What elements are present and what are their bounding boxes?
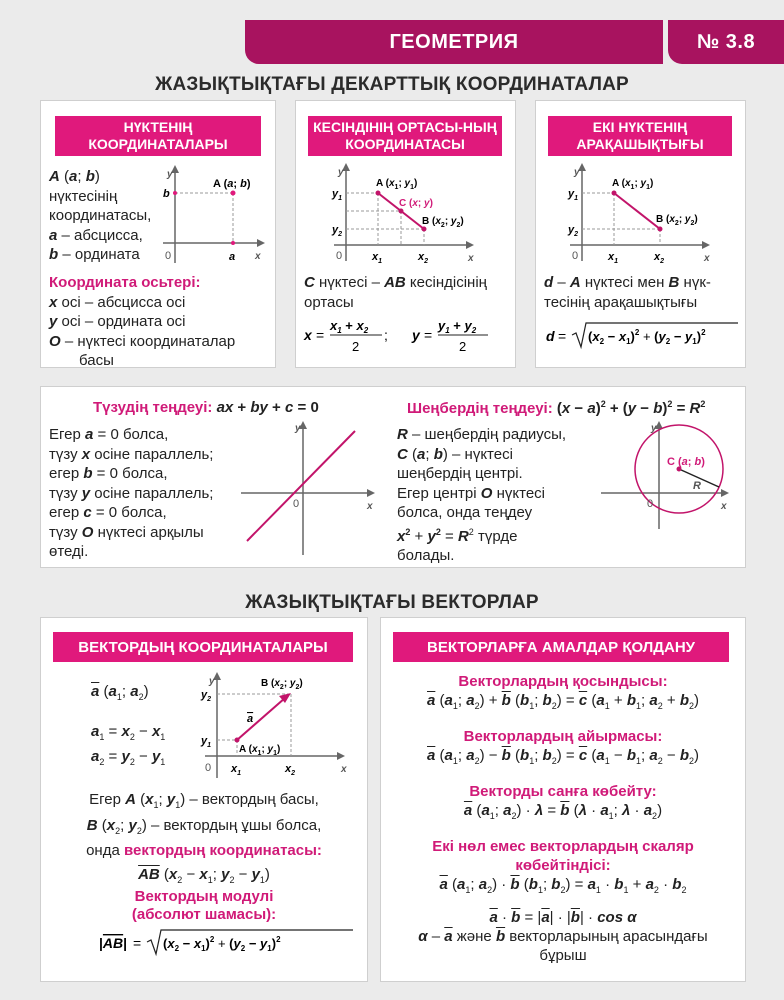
svg-text:x1 + x2: $x_1 + x_2$ — [330, 318, 369, 335]
svg-text:y1: $y_1$ — [332, 188, 343, 202]
svg-text:C (x; y): C (x; y) — [399, 198, 433, 209]
svg-text:2: 2 — [459, 339, 467, 354]
svg-text:=: = — [133, 935, 142, 951]
svg-text:x: x — [255, 251, 261, 262]
card-label: ВЕКТОРДЫҢ КООРДИНАТАЛАРЫ — [53, 632, 353, 662]
svg-text:R: R — [693, 480, 701, 492]
vector-graph — [191, 670, 363, 782]
vector-operations-list: Векторлардың қосындысы: $\overline{a}$ ($a_1$; $a_2) + \overline{b}$ ($b_1$; $b_2) = \overline{c}$ ($a_1 + b_1$; $a_2 + b_2$) Векторлардың айырмасы: $\overline{a}$ ($a_1$; $a_2) - \overline{b}$ ($b_1$; $b_2) = \overline{c}$ ($a_1 - b_1$; $a_2 - b_2$) Векторды санға көбейту: $\overline{a}$ ($a_1$; $a_2) \cdot \lambda = \overline{b}$ ($\lambda \cdot a_1$; $\lambda \cdot a_2$) Екі нөл емес векторлардың скаляр көбейтіндісі: $\overline{a}$ ($a_1$; $a_2) \cdot \overline{b}$ ($b_1$; $b_2) = a_1 \cdot b_1 + a_2 \cdot b_2$ $\overline{a} \cdot \overline{b} = |\overline{a}| \cdot |\overline{b}| \cdot \cos \alpha$ α – $\overline{a}$ және $\overline{b}$ векторларының арасындағы бұрыш — [418, 673, 708, 964]
circle-equation-text: R – шеңбердің радиусы, C (a; b) – нүктесі шеңбердің центрі. Егер центрі O нүктесі болса, онда теңдеу $x^2 + y^2 = R^2$ түрде болады. — [397, 426, 567, 564]
vector-modulus-title: Вектордың модулі (абсолют шамасы): — [131, 888, 277, 923]
circle-equation-title: Шеңбердің теңдеуі: $(x - a)^2 + (y - b)^2 = R^2$ — [407, 399, 706, 417]
card-vector-operations — [380, 617, 746, 982]
axes-info: Координата осьтері: x осі – абсцисса осі y осі – ордината осі O – нүктесі координаталар басы — [49, 273, 271, 371]
svg-text:y: y — [295, 423, 301, 434]
card-midpoint — [295, 100, 516, 368]
svg-text:y: y — [338, 167, 344, 178]
svg-text:A (x1; y1): A ($x_1$; $y_1$) — [239, 744, 281, 757]
svg-text:x: x — [341, 764, 347, 775]
svg-text:A (a; b): A (a; b) — [213, 178, 251, 190]
svg-text:A (x1; y1): A ($x_1$; $y_1$) — [376, 178, 418, 191]
svg-text:C (a; b): C (a; b) — [667, 456, 705, 468]
svg-text:|AB|: |AB| — [99, 935, 128, 951]
vector-modulus-formula — [97, 924, 359, 960]
point-graph — [157, 163, 273, 267]
distance-text: d – A нүктесі мен B нүк-тесінің арақашықтығы — [544, 274, 711, 311]
svg-text:0: 0 — [572, 250, 579, 262]
section-title-vectors: ЖАЗЫҚТЫҚТАҒЫ ВЕКТОРЛАР — [245, 592, 539, 613]
page-number-badge — [668, 20, 784, 64]
title-banner — [245, 20, 663, 64]
svg-text:y2: $y_2$ — [201, 689, 212, 703]
card-label: ВЕКТОРЛАРҒА АМАЛДАР ҚОЛДАНУ — [393, 632, 729, 662]
svg-text:=: = — [558, 328, 567, 344]
svg-text:(x2 − x1)2 + (y2 − y1)2: $(x_2 - x_1)^2 + (y_2 - y_1)^2$ — [163, 935, 281, 953]
svg-text:y1: $y_1$ — [201, 735, 212, 749]
svg-text:2: 2 — [352, 339, 360, 354]
circle-graph — [597, 417, 741, 537]
svg-text:B (x2; y2): B ($x_2$; $y_2$) — [656, 214, 698, 227]
line-graph — [237, 417, 387, 559]
svg-text:y: y — [209, 676, 215, 687]
card-distance — [535, 100, 746, 368]
svg-text:x1: $x_1$ — [608, 251, 619, 265]
page-title: ГЕОМЕТРИЯ — [389, 30, 519, 53]
svg-text:0: 0 — [293, 498, 300, 510]
svg-text:b: b — [163, 188, 170, 200]
svg-text:x1: $x_1$ — [231, 763, 242, 777]
svg-text:y: y — [574, 167, 580, 178]
line-equation-title: Түзудің теңдеуі: ax + by + c = 0 — [93, 399, 319, 416]
page-number: № 3.8 — [696, 30, 756, 53]
card-label: НҮКТЕНІҢ КООРДИНАТАЛАРЫ — [55, 116, 261, 156]
midpoint-text: C нүктесі – AB кесіндісінің ортасы — [304, 274, 487, 311]
svg-text:x2: $x_2$ — [418, 251, 429, 265]
svg-text:0: 0 — [205, 762, 212, 774]
svg-text:x2: $x_2$ — [654, 251, 665, 265]
svg-text:=: = — [424, 327, 433, 343]
svg-text:B (x2; y2): B ($x_2$; $y_2$) — [261, 678, 303, 691]
card-label: ЕКІ НҮКТЕНІҢ АРАҚАШЫҚТЫҒЫ — [548, 116, 732, 156]
card-equations — [40, 386, 746, 568]
svg-text:x: x — [468, 253, 474, 264]
svg-text:y2: $y_2$ — [332, 224, 343, 238]
svg-text:x: x — [704, 253, 710, 264]
svg-text:;: ; — [384, 327, 388, 343]
svg-text:a: a — [247, 713, 254, 725]
midpoint-formulas — [302, 313, 510, 357]
svg-text:0: 0 — [165, 250, 172, 262]
card-vector-coordinates — [40, 617, 368, 982]
card-point-coordinates — [40, 100, 276, 368]
line-equation-text: Егер a = 0 болса, түзу x осіне параллель; егер b = 0 болса, түзу y осіне параллель; егер c = 0 болса, түзу O нүктесі арқылы өтеді. — [49, 426, 214, 560]
distance-formula — [544, 315, 740, 355]
svg-text:y: y — [167, 169, 173, 180]
svg-text:y: y — [651, 423, 657, 434]
svg-text:B (x2; y2): B ($x_2$; $y_2$) — [422, 216, 464, 229]
svg-text:d: d — [546, 328, 555, 344]
svg-text:x2: $x_2$ — [285, 763, 296, 777]
svg-text:a: a — [229, 251, 236, 263]
svg-text:(x2 − x1)2 + (y2 − y1)2: $(x_2 - x_1)^2 + (y_2 - y_1)^2$ — [588, 328, 706, 346]
distance-graph — [556, 161, 724, 265]
svg-text:A (x1; y1): A ($x_1$; $y_1$) — [612, 178, 654, 191]
svg-text:x: x — [304, 327, 312, 343]
vector-explanation: Егер A ($x_1$; $y_1$) – вектордың басы, B ($x_2$; $y_2$) – вектордың ұшы болса, онда вектордың координатасы: $\overline{AB}$ ($x_2 - x_1$; $y_2 - y_1$) — [86, 791, 322, 885]
svg-text:0: 0 — [336, 250, 343, 262]
card-label: КЕСІНДІНІҢ ОРТАСЫ-НЫҢ КООРДИНАТАСЫ — [308, 116, 502, 156]
point-definition: A (a; b) нүктесінің координатасы, a – абсцисса, b – ордината — [49, 168, 152, 263]
svg-text:0: 0 — [647, 498, 654, 510]
svg-text:y1 + y2: $y_1 + y_2$ — [438, 318, 477, 335]
svg-text:y: y — [412, 327, 420, 343]
svg-text:y1: $y_1$ — [568, 188, 579, 202]
midpoint-graph — [320, 161, 488, 265]
svg-text:x: x — [367, 501, 373, 512]
vector-definition: $\overline{a}$ ($a_1$; $a_2$) $a_1 = x_2 - x_1$ $a_2 = y_2 - y_1$ — [91, 683, 166, 767]
svg-text:x: x — [721, 501, 727, 512]
svg-text:x1: $x_1$ — [372, 251, 383, 265]
svg-text:y2: $y_2$ — [568, 224, 579, 238]
svg-text:=: = — [316, 327, 325, 343]
axes-title: Координата осьтері: — [49, 274, 201, 291]
section-title-coordinates: ЖАЗЫҚТЫҚТАҒЫ ДЕКАРТТЫҚ КООРДИНАТАЛАР — [155, 74, 629, 95]
